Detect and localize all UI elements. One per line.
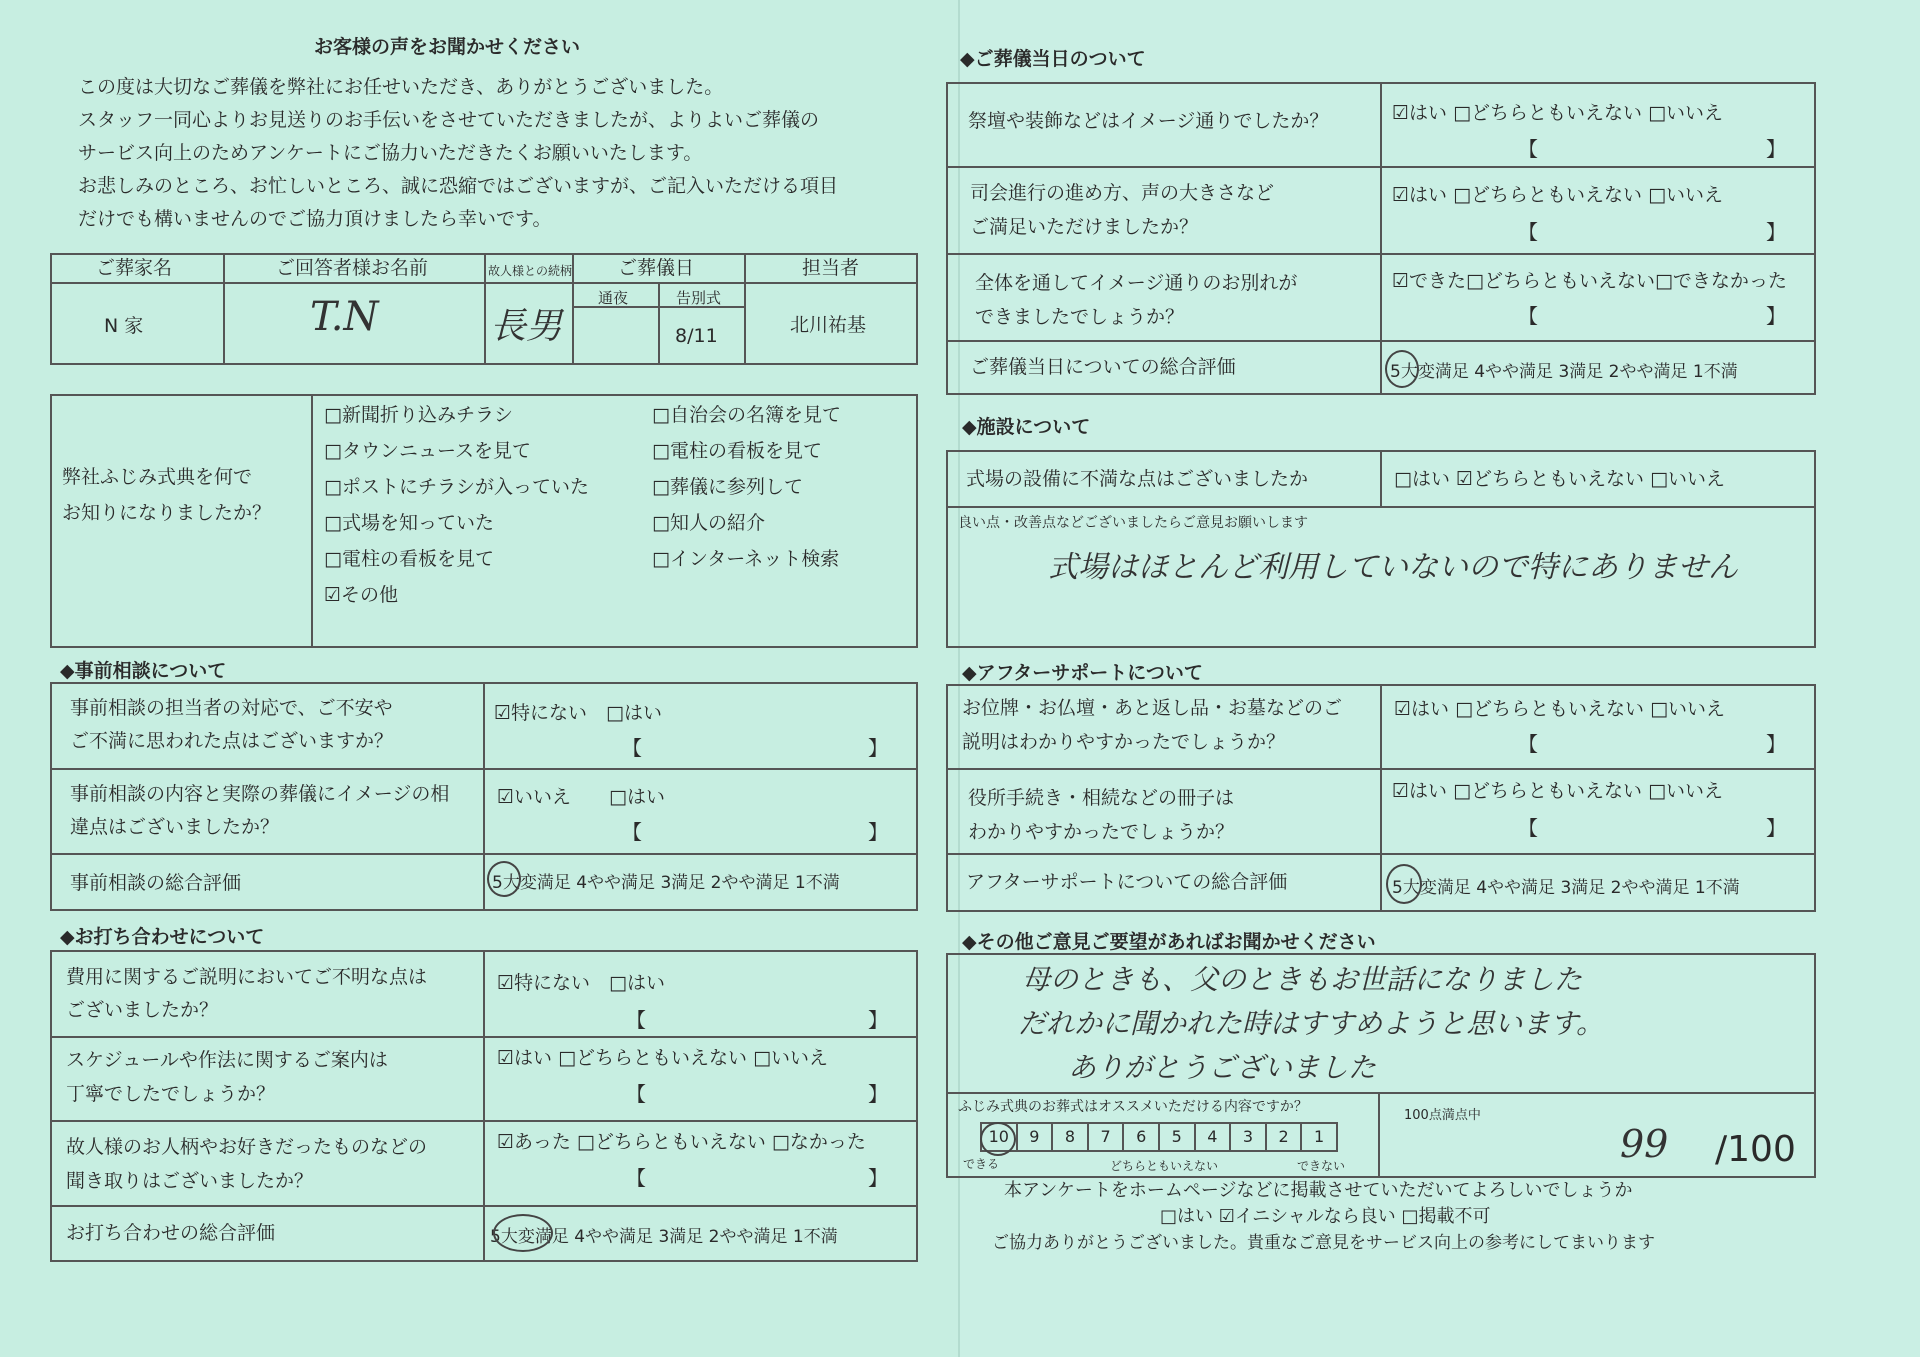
pre-section-title: ◆事前相談について xyxy=(60,660,227,682)
funeral-a2-bracket-open: 【 xyxy=(1518,220,1538,244)
scale-cell: 8 xyxy=(1053,1124,1089,1150)
meeting-a1-bracket-close: 】 xyxy=(868,1008,888,1032)
meeting-a1: ☑特にない □はい xyxy=(497,972,665,994)
col-kokubetsu: 告別式 xyxy=(676,289,722,307)
after-a2: ☑はい □どちらともいえない □いいえ xyxy=(1392,780,1724,802)
facility-comment-label: 良い点・改善点などございましたらご意見お願いします xyxy=(958,515,1308,531)
recommend-scale xyxy=(980,1122,1338,1152)
pre-q2-line1: 事前相談の内容と実際の葬儀にイメージの相 xyxy=(70,783,450,805)
funeral-a2-bracket-close: 】 xyxy=(1766,220,1786,244)
recommend-label: ふじみ式典のお葬式はオススメいただける内容ですか？ xyxy=(958,1099,1308,1115)
source-opt-3: □ポストにチラシが入っていた xyxy=(324,476,589,498)
meeting-q3-line2: 聞き取りはございましたか？ xyxy=(66,1170,314,1192)
funeral-rating-circle xyxy=(1385,350,1419,388)
scale-cell: 10 xyxy=(982,1124,1018,1150)
funeral-a3-bracket-open: 【 xyxy=(1518,304,1538,328)
funeral-q3-line1: 全体を通してイメージ通りのお別れが xyxy=(975,272,1298,294)
funeral-a2: ☑はい □どちらともいえない □いいえ xyxy=(1392,184,1724,206)
col-date: ご葬儀日 xyxy=(618,257,695,279)
scale-right-label: できない xyxy=(1297,1159,1346,1173)
pre-rating: 5大変満足 4やや満足 3満足 2やや満足 1不満 xyxy=(492,873,840,893)
facility-q1: 式場の設備に不満な点はございましたか xyxy=(966,468,1309,490)
funeral-q4: ご葬儀当日についての総合評価 xyxy=(970,356,1236,378)
funeral-q3-line2: できましたでしょうか？ xyxy=(975,306,1185,328)
after-a1-bracket-close: 】 xyxy=(1766,732,1786,756)
pre-a2-bracket-open: 【 xyxy=(622,820,642,844)
funeral-a1-bracket-open: 【 xyxy=(1518,137,1538,161)
source-opt-4: □式場を知っていた xyxy=(324,512,494,534)
pre-a1: ☑特にない □はい xyxy=(494,702,662,724)
meeting-a1-bracket-open: 【 xyxy=(626,1008,646,1032)
scale-cell: 6 xyxy=(1124,1124,1160,1150)
meeting-a3-bracket-close: 】 xyxy=(868,1166,888,1190)
other-section-title: ◆その他ご意見ご要望があればお聞かせください xyxy=(962,931,1376,953)
relation-value: 長男 xyxy=(490,306,563,347)
funeral-rating: 5大変満足 4やや満足 3満足 2やや満足 1不満 xyxy=(1390,362,1738,382)
col-staff: 担当者 xyxy=(802,257,860,279)
meeting-q1-line1: 費用に関するご説明においてご不明な点は xyxy=(66,966,428,988)
source-question-1: 弊社ふじみ式典を何で xyxy=(62,466,253,488)
other-comment-1: 母のときも、父のときもお世話になりました xyxy=(1022,963,1583,996)
after-a2-bracket-open: 【 xyxy=(1518,816,1538,840)
pre-q3: 事前相談の総合評価 xyxy=(70,872,242,894)
after-a1: ☑はい □どちらともいえない □いいえ xyxy=(1394,698,1726,720)
col-name: ご回答者様お名前 xyxy=(276,257,429,279)
after-q2-line1: 役所手続き・相続などの冊子は xyxy=(968,787,1235,809)
meeting-q1-line2: ございましたか？ xyxy=(66,999,219,1021)
after-a2-bracket-close: 】 xyxy=(1766,816,1786,840)
after-section-title: ◆アフターサポートについて xyxy=(962,662,1203,684)
publish-question: 本アンケートをホームページなどに掲載させていただいてよろしいでしょうか xyxy=(1004,1180,1633,1201)
funeral-a3: ☑できた□どちらともいえない□できなかった xyxy=(1392,270,1787,292)
intro-line-1: この度は大切なご葬儀を弊社にお任せいただき、ありがとうございました。 xyxy=(78,76,724,98)
funeral-q2-line2: ご満足いただけましたか？ xyxy=(970,216,1199,238)
meeting-q3-line1: 故人様のお人柄やお好きだったものなどの xyxy=(66,1136,428,1158)
source-opt-8: □電柱の看板を見て xyxy=(652,440,822,462)
meeting-a2: ☑はい □どちらともいえない □いいえ xyxy=(497,1047,829,1069)
meeting-a3-bracket-open: 【 xyxy=(626,1166,646,1190)
facility-a1: □はい ☑どちらともいえない □いいえ xyxy=(1394,468,1726,490)
source-opt-10: □知人の紹介 xyxy=(652,512,765,534)
after-rating-circle xyxy=(1386,864,1422,904)
pre-a2-bracket-close: 】 xyxy=(868,820,888,844)
scale-circle xyxy=(980,1122,1016,1156)
source-opt-2: □タウンニュースを見て xyxy=(324,440,532,462)
source-opt-6: ☑その他 xyxy=(324,584,399,606)
intro-line-5: だけでも構いませんのでご協力頂けましたら幸いです。 xyxy=(78,208,552,230)
source-opt-5: □電柱の看板を見て xyxy=(324,548,494,570)
facility-comment: 式場はほとんど利用していないので特にありません xyxy=(1048,550,1738,585)
scale-cell: 2 xyxy=(1267,1124,1303,1150)
score-label: 100点満点中 xyxy=(1404,1108,1481,1123)
scale-left-label: できる xyxy=(963,1157,1000,1171)
publish-options: □はい ☑イニシャルなら良い □掲載不可 xyxy=(1160,1206,1491,1227)
intro-line-2: スタッフ一同心よりお見送りのお手伝いをさせていただきましたが、よりよいご葬儀の xyxy=(78,109,820,131)
funeral-q1: 祭壇や装飾などはイメージ通りでしたか？ xyxy=(968,110,1329,132)
scale-cell: 7 xyxy=(1089,1124,1125,1150)
source-opt-11: □インターネット検索 xyxy=(652,548,840,570)
meeting-q2-line2: 丁寧でしたでしょうか？ xyxy=(66,1083,276,1105)
score-max: /100 xyxy=(1715,1129,1796,1170)
after-rating: 5大変満足 4やや満足 3満足 2やや満足 1不満 xyxy=(1392,878,1740,898)
kokubetsu-value: 8/11 xyxy=(675,325,718,347)
pre-a2: ☑いいえ □はい xyxy=(497,786,665,808)
after-a1-bracket-open: 【 xyxy=(1518,732,1538,756)
meeting-rating-circle xyxy=(493,1214,553,1252)
meeting-q2-line1: スケジュールや作法に関するご案内は xyxy=(66,1049,388,1071)
pre-rating-circle xyxy=(487,861,521,897)
intro-line-4: お悲しみのところ、お忙しいところ、誠に恐縮ではございますが、ご記入いただける項目 xyxy=(78,175,839,197)
scale-cell: 9 xyxy=(1018,1124,1054,1150)
pre-q1-line2: ご不満に思われた点はございますか？ xyxy=(70,730,394,752)
funeral-a3-bracket-close: 】 xyxy=(1766,304,1786,328)
score-value: 99 xyxy=(1620,1122,1669,1166)
facility-section-title: ◆施設について xyxy=(962,416,1091,438)
meeting-a2-bracket-close: 】 xyxy=(868,1082,888,1106)
funeral-a1: ☑はい □どちらともいえない □いいえ xyxy=(1392,102,1724,124)
scale-mid-label: どちらともいえない xyxy=(1110,1159,1219,1173)
meeting-rating: 5大変満足 4やや満足 3満足 2やや満足 1不満 xyxy=(490,1227,838,1247)
meeting-q4: お打ち合わせの総合評価 xyxy=(66,1222,276,1244)
col-family: ご葬家名 xyxy=(96,257,173,279)
after-q2-line2: わかりやすかったでしょうか？ xyxy=(968,821,1235,843)
pre-a1-bracket-close: 】 xyxy=(868,736,888,760)
meeting-a3: ☑あった □どちらともいえない □なかった xyxy=(497,1131,866,1153)
after-q3: アフターサポートについての総合評価 xyxy=(966,871,1288,893)
meeting-a2-bracket-open: 【 xyxy=(626,1082,646,1106)
meeting-section-title: ◆お打ち合わせについて xyxy=(60,926,265,948)
survey-title: お客様の声をお聞かせください xyxy=(314,36,581,58)
intro-line-3: サービス向上のためアンケートにご協力いただきたくお願いいたします。 xyxy=(78,142,703,164)
funeral-q2-line1: 司会進行の進め方、声の大きさなど xyxy=(970,182,1275,204)
col-relation: 故人様との続柄 xyxy=(488,264,573,278)
other-comment-3: ありがとうございました xyxy=(1068,1051,1377,1084)
source-opt-9: □葬儀に参列して xyxy=(652,476,803,498)
pre-q2-line2: 違点はございましたか？ xyxy=(70,816,280,838)
other-comment-2: だれかに聞かれた時はすすめようと思います。 xyxy=(1018,1007,1605,1040)
scale-cell: 1 xyxy=(1314,1127,1325,1146)
pre-a1-bracket-open: 【 xyxy=(622,736,642,760)
funeral-a1-bracket-close: 】 xyxy=(1766,137,1786,161)
pre-q1-line1: 事前相談の担当者の対応で、ご不安や xyxy=(70,697,393,719)
family-value: N 家 xyxy=(104,315,144,337)
source-opt-7: □自治会の名簿を見て xyxy=(652,404,841,426)
scale-cell: 3 xyxy=(1231,1124,1267,1150)
name-value: T.N xyxy=(310,294,379,340)
scale-cell: 5 xyxy=(1160,1124,1196,1150)
after-q1-line1: お位牌・お仏壇・あと返し品・お墓などのご xyxy=(962,697,1343,719)
funeral-section-title: ◆ご葬儀当日のついて xyxy=(960,48,1146,70)
col-tsuya: 通夜 xyxy=(598,289,629,307)
scale-cell: 4 xyxy=(1196,1124,1232,1150)
staff-value: 北川祐基 xyxy=(790,314,867,336)
source-opt-1: □新聞折り込みチラシ xyxy=(324,404,513,426)
source-question-2: お知りになりましたか？ xyxy=(62,502,272,524)
after-q1-line2: 説明はわかりやすかったでしょうか？ xyxy=(962,731,1286,753)
thanks-text: ご協力ありがとうございました。貴重なご意見をサービス向上の参考にしてまいります xyxy=(992,1233,1655,1253)
